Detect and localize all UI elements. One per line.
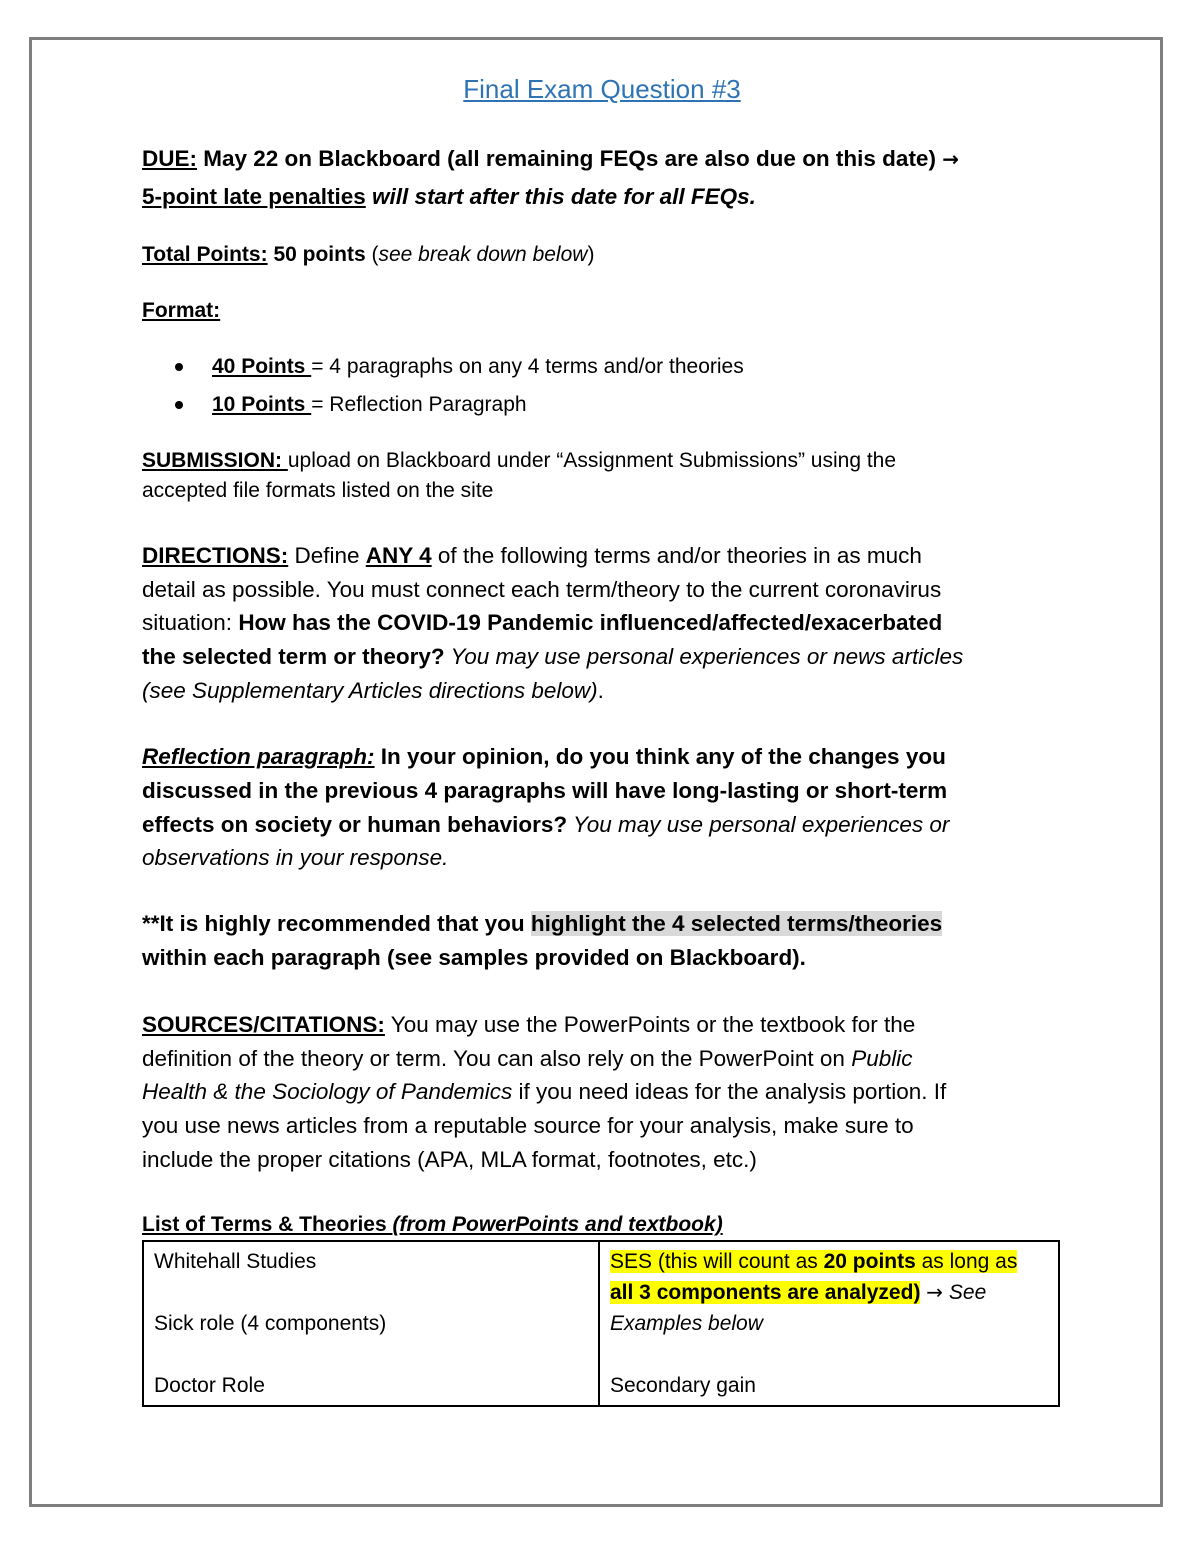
submission-line-1 <box>142 450 896 471</box>
total-points-note: see break down below <box>378 243 588 266</box>
table-row <box>143 1241 1059 1406</box>
sources-line-2 <box>142 1048 912 1071</box>
period: . <box>597 678 604 703</box>
directions-line-5 <box>142 680 604 703</box>
term-item-ses <box>610 1246 1048 1277</box>
sources-text: definition of the theory or term. You can also rely on the PowerPoint on <box>142 1046 852 1071</box>
bullet-icon <box>175 363 183 371</box>
format-item-points: 40 Points <box>212 355 312 378</box>
reflection-text: discussed in the previous 4 paragraphs will have long-lasting or short-term <box>142 778 948 803</box>
sources-text: You may use the PowerPoints or the textbook for the <box>384 1012 916 1037</box>
paren: ) <box>587 243 595 266</box>
format-item-text: = 4 paragraphs on any 4 terms and/or theories <box>311 355 744 378</box>
directions-note: (see Supplementary Articles directions below) <box>142 678 598 703</box>
reflection-line-1 <box>142 746 946 769</box>
terms-left-cell <box>143 1241 599 1406</box>
directions-line-1 <box>142 545 922 568</box>
reflection-line-4 <box>142 847 448 870</box>
bullet-icon <box>175 401 183 409</box>
term-item-ses-cont <box>610 1277 1048 1308</box>
reflection-label: Reflection paragraph: <box>142 744 375 769</box>
term-item: Whitehall Studies <box>154 1250 317 1273</box>
reflection-note: You may use personal experiences or <box>567 812 950 837</box>
directions-line-3 <box>142 612 942 635</box>
term-item: Doctor Role <box>154 1374 265 1397</box>
directions-text: of the following terms and/or theories in as much <box>431 543 922 568</box>
sources-ppt-title: Health & the Sociology of Pandemics <box>142 1079 513 1104</box>
due-line <box>142 148 959 171</box>
submission-label: SUBMISSION: <box>142 449 288 472</box>
document-title: Final Exam Question #3 <box>463 74 741 104</box>
terms-table <box>142 1240 1060 1407</box>
ses-points: 20 points <box>823 1250 916 1273</box>
format-item <box>212 356 744 377</box>
submission-text: upload on Blackboard under “Assignment Submissions” using the <box>287 449 897 472</box>
directions-question: the selected term or theory? <box>142 644 445 669</box>
terms-list-heading <box>142 1214 723 1235</box>
due-text: May 22 on Blackboard (all remaining FEQs are also due on this date) <box>197 146 943 171</box>
recommendation-highlight: highlight the 4 selected terms/theories <box>530 911 943 936</box>
reflection-line-3 <box>142 814 949 837</box>
directions-text: Define <box>288 543 366 568</box>
penalty-text: will start after this date for all FEQs. <box>365 184 756 209</box>
arrow-right-icon: → <box>942 147 959 171</box>
due-label: DUE: <box>142 146 197 171</box>
recommendation-text: **It is highly recommended that you <box>142 911 531 936</box>
format-item-text: = Reflection Paragraph <box>311 393 527 416</box>
sources-line-5: include the proper citations (APA, MLA format, footnotes, etc.) <box>142 1147 757 1172</box>
reflection-text: effects on society or human behaviors? <box>142 812 568 837</box>
terms-right-cell <box>599 1241 1059 1406</box>
penalty-label: 5-point late penalties <box>142 184 366 209</box>
ses-text: as long as <box>915 1250 1018 1273</box>
term-item: Secondary gain <box>610 1374 756 1397</box>
ses-see: See <box>943 1281 987 1304</box>
recommendation-text: within each paragraph (see samples provided on Blackboard). <box>142 945 806 970</box>
reflection-note: observations in your response. <box>142 845 449 870</box>
ses-components: all 3 components are analyzed) <box>610 1281 921 1304</box>
penalty-line <box>142 186 756 209</box>
ses-examples: Examples below <box>610 1312 763 1335</box>
directions-note: You may use personal experiences or news articles <box>444 644 964 669</box>
directions-label: DIRECTIONS: <box>142 543 289 568</box>
total-points-label: Total Points: <box>142 243 268 266</box>
term-item: Sick role (4 components) <box>154 1312 387 1335</box>
format-item <box>212 394 527 415</box>
terms-list-label: List of Terms & Theories <box>142 1213 393 1236</box>
directions-line-4 <box>142 646 963 669</box>
sources-ppt-title: Public <box>851 1046 913 1071</box>
arrow-right-icon: → <box>926 1280 944 1304</box>
directions-line-2: detail as possible. You must connect each term/theory to the current coronavirus <box>142 577 942 602</box>
sources-text: if you need ideas for the analysis portion. If <box>512 1079 947 1104</box>
format-heading <box>142 300 220 321</box>
directions-any4: ANY 4 <box>365 543 432 568</box>
recommendation-line-2 <box>142 947 806 970</box>
directions-question: How has the COVID-19 Pandemic influenced/affected/exacerbated <box>238 610 943 635</box>
reflection-text: In your opinion, do you think any of the changes you <box>374 744 946 769</box>
total-points-line <box>142 244 594 265</box>
directions-text: situation: <box>142 610 239 635</box>
total-points-value: 50 points <box>267 243 366 266</box>
sources-line-1 <box>142 1014 915 1037</box>
sources-line-4: you use news articles from a reputable source for your analysis, make sure to <box>142 1113 914 1138</box>
reflection-line-2 <box>142 780 947 803</box>
format-label: Format: <box>142 299 221 322</box>
sources-label: SOURCES/CITATIONS: <box>142 1012 385 1037</box>
terms-list-source: (from PowerPoints and textbook) <box>392 1213 723 1236</box>
ses-text: SES (this will count as <box>610 1250 824 1273</box>
format-item-points: 10 Points <box>212 393 312 416</box>
paren: ( <box>365 243 379 266</box>
recommendation-line-1 <box>142 913 942 936</box>
sources-line-3 <box>142 1081 946 1104</box>
submission-line-2: accepted file formats listed on the site <box>142 479 494 502</box>
